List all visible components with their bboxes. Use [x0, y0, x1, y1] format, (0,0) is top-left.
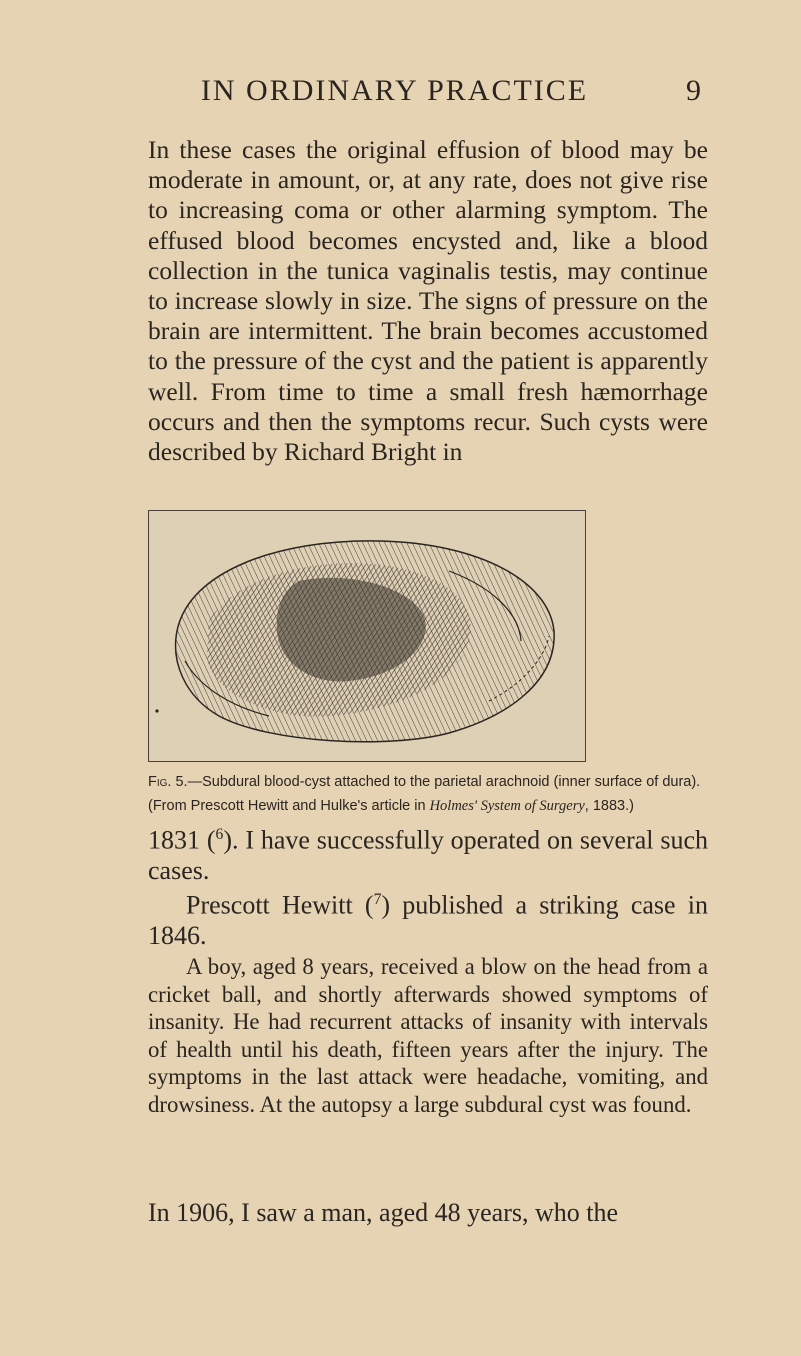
para2-text-end: ). I have successfully operated on several such cases.: [148, 825, 708, 885]
paragraph-case-boy: A boy, aged 8 years, received a blow on the head from a cricket ball, and shortly afterwards showed symptoms of insanity. He had recurrent attacks of insanity with intervals of health until his death, fifteen years after the injury. The symptoms in the last attack were headache, vomiting, and drowsiness. At the autopsy a large subdural cyst was found.: [148, 954, 708, 1117]
paragraph-bright-1831: [148, 820, 708, 886]
figure-illustration: [148, 510, 586, 762]
figure-caption: [148, 770, 714, 818]
para3-text-start: Prescott Hewitt (: [186, 890, 374, 920]
paragraph-hewitt: [148, 885, 708, 951]
paragraph-effusion: In these cases the original effusion of blood may be moderate in amount, or, at any rate, does not give rise to increasing coma or other alarming symptom. The effused blood becomes encysted and, like a blood collection in the tunica vaginalis testis, may continue to increase slowly in size. The signs of pressure on the brain are intermittent. The brain becomes accustomed to the pressure of the cyst and the patient is apparently well. From time to time a small fresh hæmorrhage occurs and then the symptoms recur. Such cysts were described by Richard Bright in: [148, 135, 708, 467]
figure-source-suffix: , 1883.): [584, 798, 634, 814]
para3-text-end: ) published a striking case in 1846.: [148, 890, 708, 950]
paragraph-1906-case: In 1906, I saw a man, aged 48 years, who the: [148, 1198, 619, 1227]
figure-label: Fig. 5.: [148, 774, 188, 790]
running-head: [0, 74, 801, 108]
running-title: IN ORDINARY PRACTICE: [200, 74, 589, 107]
page-number: 9: [686, 74, 703, 107]
footnote-ref-7: 7: [373, 891, 382, 908]
blood-cyst-engraving: [149, 511, 585, 761]
figure-source-title: Holmes' System of Surgery: [429, 798, 585, 814]
footnote-ref-6: 6: [215, 826, 224, 843]
figure-source-prefix: (From Prescott Hewitt and Hulke's article in: [148, 798, 430, 814]
figure-caption-text: —Subdural blood-cyst attached to the parietal arachnoid (inner surface of dura).: [187, 774, 701, 790]
para2-text-start: 1831 (: [148, 825, 216, 855]
